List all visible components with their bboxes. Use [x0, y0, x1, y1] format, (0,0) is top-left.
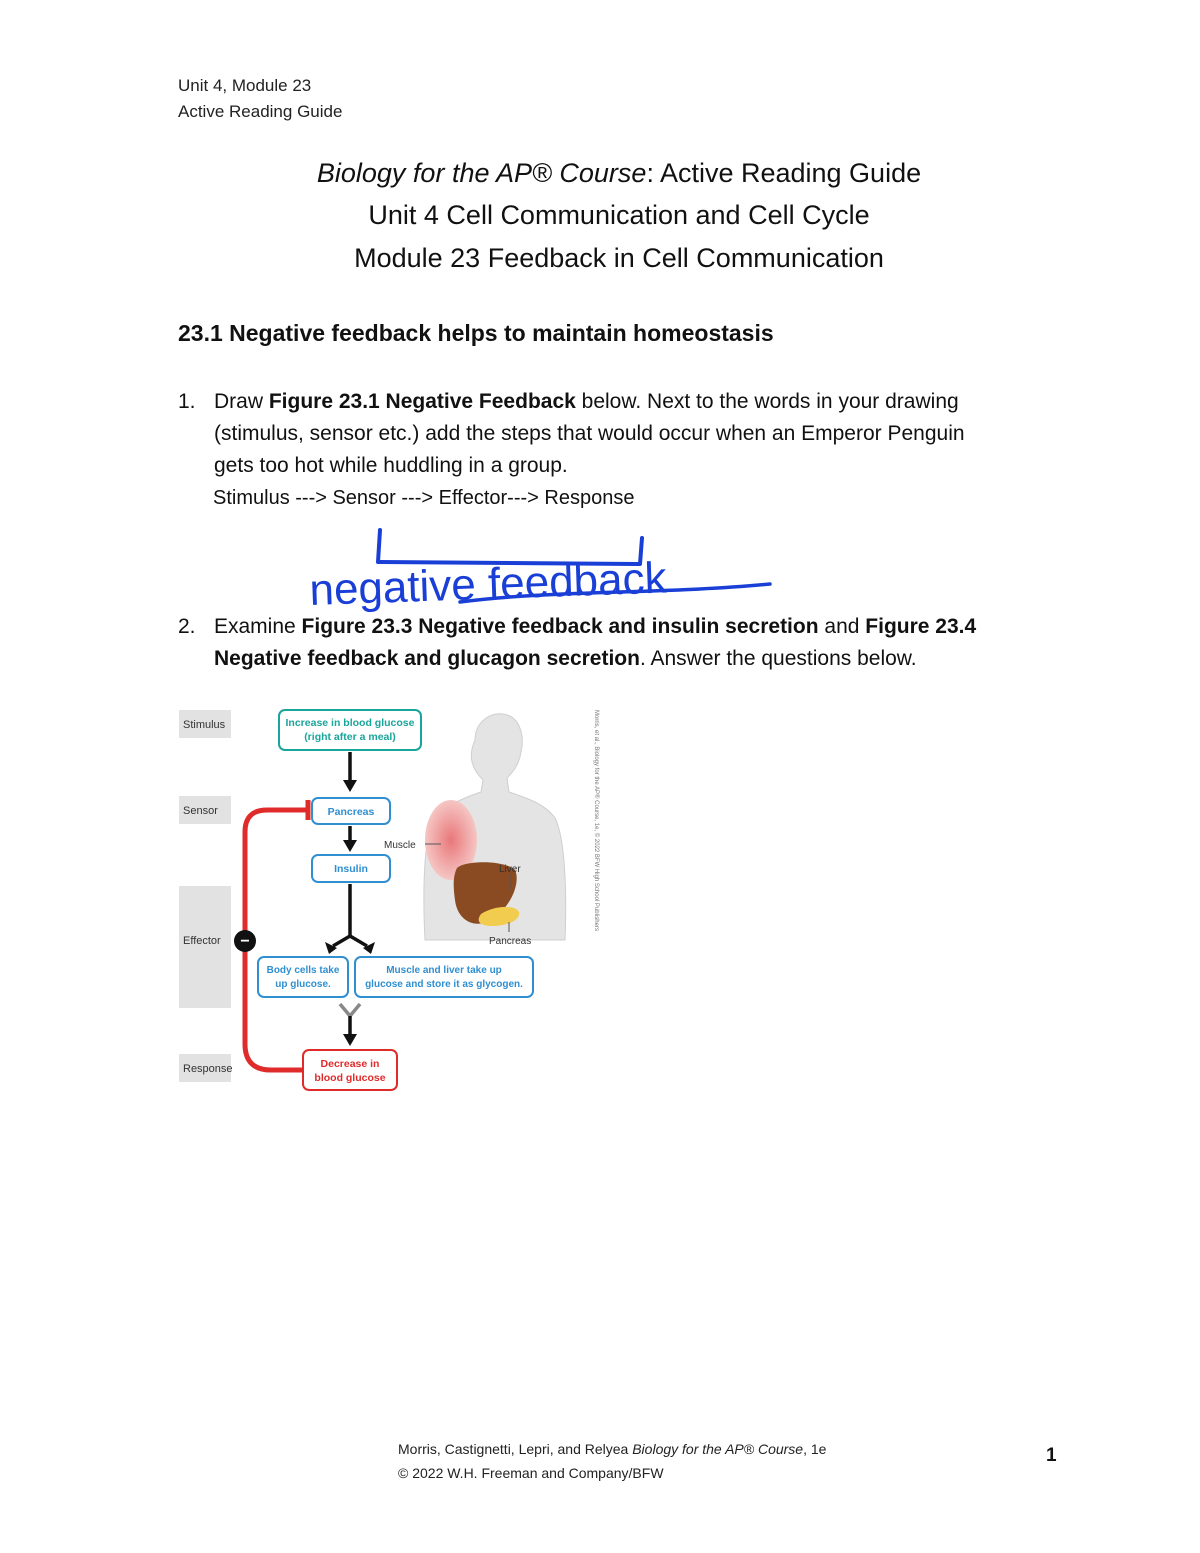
body-cells-line-2: up glucose. — [275, 979, 331, 990]
header-guide-label: Active Reading Guide — [178, 102, 343, 121]
human-body-illustration — [424, 714, 566, 940]
question-1 — [178, 386, 1058, 482]
question-2 — [178, 611, 1058, 675]
response-box-line-2: blood glucose — [314, 1072, 386, 1084]
footer-copyright: © 2022 W.H. Freeman and Company/BFW — [398, 1465, 664, 1481]
flow-arrows — [325, 752, 375, 1046]
insulin-box-label: Insulin — [334, 863, 368, 875]
footer-edition: , 1e — [803, 1441, 827, 1457]
q2-figure-ref-2a: Figure 23.4 — [865, 615, 977, 638]
response-box-line-1: Decrease in — [320, 1058, 380, 1070]
q2-pre: Examine — [214, 615, 302, 638]
q1-figure-ref: Figure 23.1 Negative Feedback — [268, 390, 576, 413]
stimulus-box — [279, 710, 421, 750]
question-2-number: 2. — [178, 615, 196, 638]
question-1-number: 1. — [178, 390, 196, 413]
header-unit-module: Unit 4, Module 23 — [178, 76, 312, 95]
question-1-line-3: gets too hot while huddling in a group. — [214, 454, 568, 477]
stimulus-box-line-2: (right after a meal) — [304, 731, 396, 743]
title-line-1-rest: : Active Reading Guide — [646, 158, 922, 188]
question-2-line-2 — [214, 643, 1058, 675]
footer-authors: Morris, Castignetti, Lepri, and Relyea — [398, 1441, 633, 1457]
figure-credit: Morris, et al., Biology for the AP® Course, 1e, © 2022 BFW High School Publishers — [593, 710, 599, 931]
label-effector: Effector — [183, 935, 221, 947]
insulin-feedback-figure — [175, 700, 615, 1100]
q1-pre: Draw — [214, 390, 269, 413]
title-line-2: Unit 4 Cell Communication and Cell Cycle — [368, 200, 870, 230]
question-1-line-1 — [214, 386, 1058, 418]
q2-figure-ref-2b: Negative feedback and glucagon secretion — [214, 647, 640, 670]
body-cells-box — [258, 957, 348, 997]
muscle-liver-line-2: glucose and store it as glycogen. — [365, 979, 523, 990]
title-line-3: Module 23 Feedback in Cell Communication — [354, 243, 884, 273]
band-effector — [179, 886, 231, 1008]
anatomy-label-muscle: Muscle — [384, 840, 416, 851]
label-stimulus: Stimulus — [183, 719, 226, 731]
section-heading: 23.1 Negative feedback helps to maintain homeostasis — [178, 320, 774, 346]
book-title: Biology for the AP® Course — [316, 158, 647, 188]
response-box — [303, 1050, 397, 1090]
footer-citation — [398, 1441, 826, 1457]
label-sensor: Sensor — [183, 805, 218, 817]
q2-figure-ref-1: Figure 23.3 Negative feedback and insulin secretion — [301, 615, 819, 638]
body-cells-line-1: Body cells take — [266, 965, 340, 976]
anatomy-label-pancreas: Pancreas — [489, 936, 532, 947]
anatomy-label-liver: Liver — [499, 864, 521, 875]
q2-mid: and — [818, 615, 866, 638]
muscle-liver-box — [355, 957, 533, 997]
label-response: Response — [183, 1063, 233, 1075]
question-1-line-2: (stimulus, sensor etc.) add the steps that would occur when an Emperor Penguin — [214, 422, 965, 445]
q1-line1-rest: below. Next to the words in your drawing — [575, 390, 959, 413]
stimulus-box-line-1: Increase in blood glucose — [285, 717, 415, 729]
muscle-liver-line-1: Muscle and liver take up — [386, 965, 502, 976]
title-line-1 — [0, 158, 1200, 189]
negative-sign: − — [240, 933, 250, 950]
handwritten-text: negative feedback — [308, 553, 668, 615]
feedback-flow-text: Stimulus ---> Sensor ---> Effector---> Response — [213, 487, 635, 509]
question-2-line-1 — [214, 611, 1058, 643]
page-number: 1 — [1046, 1445, 1057, 1466]
q2-rest: . Answer the questions below. — [639, 647, 917, 670]
pancreas-box-label: Pancreas — [327, 806, 375, 818]
footer-book-title: Biology for the AP® Course — [632, 1441, 804, 1457]
